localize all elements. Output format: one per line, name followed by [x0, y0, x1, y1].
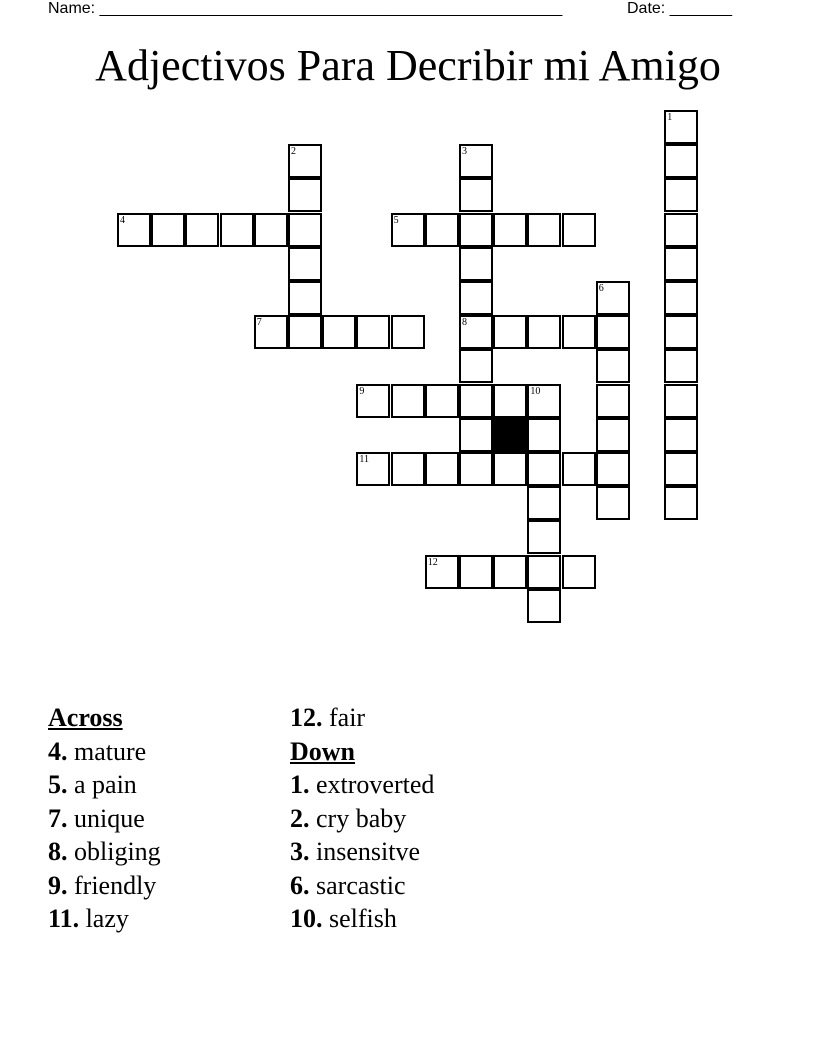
crossword-cell[interactable] [596, 452, 630, 486]
crossword-cell[interactable] [459, 281, 493, 315]
crossword-cell[interactable] [527, 384, 561, 418]
crossword-cell[interactable] [254, 213, 288, 247]
crossword-cell[interactable] [562, 315, 596, 349]
crossword-cell[interactable] [391, 384, 425, 418]
crossword-cell[interactable] [664, 452, 698, 486]
header-row [48, 0, 748, 20]
crossword-cell[interactable] [459, 418, 493, 452]
clue-item [48, 902, 161, 936]
crossword-cell[interactable] [151, 213, 185, 247]
clue-number-label: 6 [598, 283, 604, 294]
clue-number-label: 3 [462, 146, 467, 158]
clue-number-label: 4 [120, 214, 125, 226]
crossword-cell[interactable] [425, 452, 459, 486]
crossword-cell[interactable] [664, 486, 698, 520]
crossword-cell[interactable] [459, 178, 493, 212]
crossword-cell[interactable] [493, 555, 527, 589]
crossword-cell[interactable] [459, 384, 493, 418]
clue-number-label: 12 [427, 556, 438, 568]
clue-number: 1. [290, 770, 310, 799]
clue-item [48, 735, 161, 769]
clue-item [290, 802, 434, 836]
clue-number: 12. [290, 703, 323, 732]
clue-text: friendly [67, 870, 157, 900]
crossword-cell[interactable] [664, 418, 698, 452]
crossword-cell[interactable] [664, 315, 698, 349]
clue-number: 8. [48, 837, 68, 866]
crossword-cell[interactable] [596, 281, 630, 315]
clue-number: 9. [48, 870, 68, 900]
clue-text: insensitve [309, 837, 420, 866]
clue-text: selfish [322, 904, 397, 933]
crossword-cell[interactable] [356, 384, 390, 418]
crossword-cell[interactable] [185, 213, 219, 247]
crossword-cell[interactable] [527, 555, 561, 589]
crossword-cell[interactable] [527, 589, 561, 623]
crossword-cell[interactable] [596, 315, 630, 349]
crossword-cell[interactable] [664, 281, 698, 315]
clue-item [290, 835, 434, 869]
clue-number-label: 10 [530, 385, 541, 397]
clue-number: 3. [290, 837, 310, 866]
crossword-cell[interactable] [562, 213, 596, 247]
crossword-cell[interactable] [596, 384, 630, 418]
clue-number: 11. [48, 904, 80, 933]
crossword-cell[interactable] [596, 486, 630, 520]
clue-text: cry baby [309, 803, 407, 833]
crossword-cell[interactable] [596, 418, 630, 452]
crossword-cell[interactable] [493, 452, 527, 486]
crossword-cell[interactable] [493, 384, 527, 418]
clue-item [290, 701, 434, 735]
crossword-cell[interactable] [391, 213, 425, 247]
crossword-cell[interactable] [288, 315, 322, 349]
crossword-cell[interactable] [527, 315, 561, 349]
crossword-cell[interactable] [664, 247, 698, 281]
date-field: Date: _______ [627, 0, 732, 17]
clue-text: lazy [79, 904, 129, 933]
crossword-cell[interactable] [356, 452, 390, 486]
crossword-cell[interactable] [493, 213, 527, 247]
crossword-cell[interactable] [459, 315, 493, 349]
clue-number: 4. [48, 736, 68, 766]
crossword-black-cell [493, 418, 527, 452]
clue-number-label: 1 [667, 112, 673, 123]
clue-item [48, 768, 161, 802]
clue-number-label: 7 [256, 317, 262, 329]
clue-item [48, 869, 161, 903]
crossword-cell[interactable] [425, 213, 459, 247]
crossword-cell[interactable] [459, 144, 493, 178]
crossword-cell[interactable] [117, 213, 151, 247]
crossword-cell[interactable] [527, 213, 561, 247]
clue-number-label: 5 [393, 214, 399, 226]
crossword-cell[interactable] [322, 315, 356, 349]
crossword-cell[interactable] [664, 349, 698, 383]
crossword-cell[interactable] [664, 384, 698, 418]
crossword-cell[interactable] [664, 144, 698, 178]
crossword-cell[interactable] [596, 349, 630, 383]
crossword-cell[interactable] [527, 452, 561, 486]
crossword-cell[interactable] [527, 520, 561, 554]
clue-item [290, 768, 434, 802]
crossword-cell[interactable] [288, 213, 322, 247]
clue-number: 2. [290, 803, 310, 833]
clue-number-label: 2 [291, 146, 296, 158]
crossword-cell[interactable] [288, 247, 322, 281]
clue-text: sarcastic [309, 870, 406, 900]
clues-column-2 [290, 701, 434, 936]
crossword-cell[interactable] [425, 384, 459, 418]
clue-number: 5. [48, 770, 68, 799]
clue-number: 10. [290, 904, 323, 933]
crossword-cell[interactable] [391, 315, 425, 349]
clue-text: fair [322, 703, 366, 732]
crossword-cell[interactable] [459, 555, 493, 589]
crossword-cell[interactable] [493, 315, 527, 349]
crossword-cell[interactable] [288, 178, 322, 212]
crossword-cell[interactable] [562, 452, 596, 486]
clue-number-label: 8 [462, 317, 467, 329]
crossword-cell[interactable] [527, 486, 561, 520]
crossword-cell[interactable] [459, 213, 493, 247]
name-field: Name: ____________________________________________________ [48, 0, 563, 17]
crossword-cell[interactable] [459, 452, 493, 486]
crossword-cell[interactable] [425, 555, 459, 589]
clue-item [290, 869, 434, 903]
clue-number: 7. [48, 803, 68, 833]
crossword-cell[interactable] [288, 144, 322, 178]
clue-item [48, 835, 161, 869]
clues-heading: Down [290, 736, 356, 766]
crossword-cell[interactable] [391, 452, 425, 486]
page-title: Adjectivos Para Decribir mi Amigo [95, 41, 721, 90]
crossword-cell[interactable] [459, 247, 493, 281]
crossword-cell[interactable] [220, 213, 254, 247]
crossword-cell[interactable] [254, 315, 288, 349]
clue-text: obliging [67, 837, 161, 866]
clue-number-label: 11 [359, 454, 370, 465]
crossword-cell[interactable] [664, 110, 698, 144]
clue-item [290, 902, 434, 936]
crossword-cell[interactable] [356, 315, 390, 349]
crossword-cell[interactable] [664, 213, 698, 247]
crossword-cell[interactable] [527, 418, 561, 452]
clues-heading: Across [48, 703, 123, 732]
clues-column-1 [48, 701, 161, 936]
clue-text: mature [67, 736, 147, 766]
crossword-cell[interactable] [459, 349, 493, 383]
clue-text: extroverted [309, 770, 435, 799]
clue-text: unique [67, 803, 145, 833]
clue-text: a pain [67, 770, 137, 799]
crossword-cell[interactable] [288, 281, 322, 315]
clue-number-label: 9 [359, 385, 365, 397]
clue-number: 6. [290, 870, 310, 900]
crossword-cell[interactable] [562, 555, 596, 589]
crossword-cell[interactable] [664, 178, 698, 212]
clue-item [48, 802, 161, 836]
